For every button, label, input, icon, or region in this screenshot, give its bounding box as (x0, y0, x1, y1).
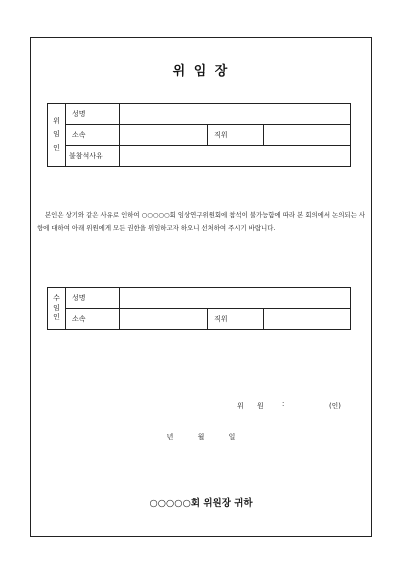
delegator-position-field[interactable] (264, 125, 351, 146)
delegator-table (47, 103, 351, 167)
date-line (30, 432, 372, 442)
delegator-side-label: 위 임 인 (48, 104, 66, 167)
seal-mark[interactable]: (인) (329, 402, 341, 410)
delegate-name-label: 성명 (66, 288, 120, 309)
delegate-affiliation-label: 소속 (66, 309, 120, 330)
date-day: 일 (228, 433, 236, 441)
delegator-reason-field[interactable] (120, 146, 351, 167)
delegate-side-label: 수 임 인 (48, 288, 66, 330)
delegate-table (47, 287, 351, 330)
addressee: ○○○○○회 위원장 귀하 (149, 498, 253, 509)
signature-colon: : (282, 400, 285, 408)
date-year: 년 (166, 433, 174, 441)
delegate-position-label: 직위 (208, 309, 264, 330)
delegate-name-field[interactable] (120, 288, 351, 309)
body-paragraph: 본인은 상기와 같은 사유로 인하여 ○○○○○회 임상연구위원회에 참석이 불가능함에 따라 본 회의에서 논의되는 사항에 대하여 아래 위원에게 모든 권한을 위임하고자 하오니 선처하여 주시기 바랍니다. (37, 211, 365, 232)
delegate-position-field[interactable] (264, 309, 351, 330)
member-label-1: 위 (237, 402, 244, 410)
delegator-affiliation-label: 소속 (66, 125, 120, 146)
delegator-reason-label: 불참석사유 (66, 146, 120, 167)
delegator-position-label: 직위 (208, 125, 264, 146)
document-title: 위 임 장 (172, 64, 230, 79)
delegator-affiliation-field[interactable] (120, 125, 208, 146)
delegate-affiliation-field[interactable] (120, 309, 208, 330)
member-label-2: 원 (257, 402, 264, 410)
delegator-name-field[interactable] (120, 104, 351, 125)
delegator-name-label: 성명 (66, 104, 120, 125)
date-month: 월 (197, 433, 205, 441)
